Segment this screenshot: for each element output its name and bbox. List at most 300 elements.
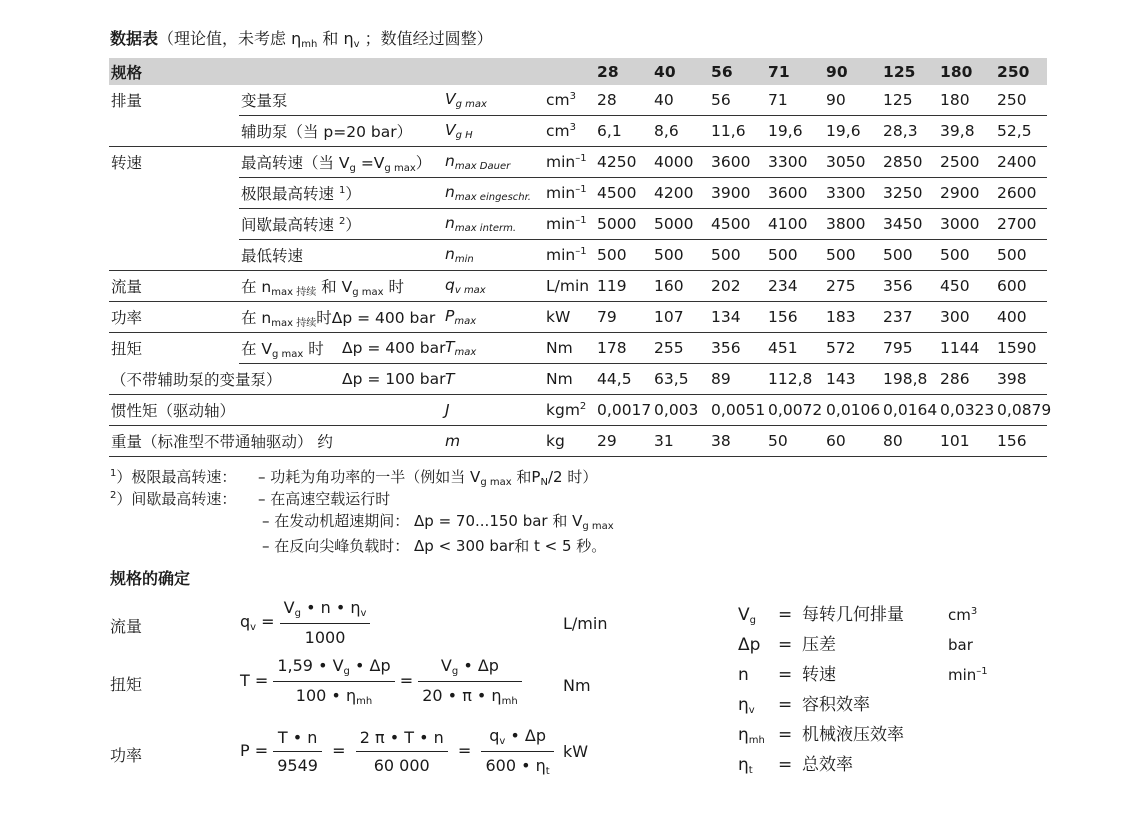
row-unit-cell — [544, 364, 595, 395]
row-unit-cell — [544, 395, 595, 426]
row-unit-cell — [544, 116, 595, 147]
item-text: 和 V — [316, 277, 353, 296]
row-unit-cell — [544, 85, 595, 116]
legend-unit — [948, 636, 973, 654]
frac-sub: v — [499, 736, 506, 747]
header-label: 规格 — [109, 58, 595, 85]
row-value: 500 — [824, 240, 881, 271]
row-value: 3050 — [824, 147, 881, 178]
item-text: 变量泵 — [241, 92, 288, 110]
table-body — [109, 85, 1052, 457]
sizing-title: 规格的确定 — [110, 569, 191, 588]
row-symbol: J — [445, 401, 450, 419]
row-value: 178 — [595, 333, 652, 364]
row-group: 排量 — [111, 92, 143, 111]
legend-desc: 每转几何排量 — [802, 605, 904, 625]
footnote-sub: g max — [480, 477, 512, 488]
row-value: 6,1 — [595, 116, 652, 147]
frac-text: 600 • η — [485, 756, 546, 775]
row-value: 107 — [652, 302, 709, 333]
footnote-2c — [110, 535, 614, 557]
row-value: 3800 — [824, 209, 881, 240]
frac-text: 20 • π • η — [422, 686, 502, 705]
row-value: 180 — [938, 85, 995, 116]
row-value: 112,8 — [766, 364, 824, 395]
title-sub: mh — [301, 39, 318, 50]
row-group: 转速 — [111, 154, 143, 173]
legend-desc: 容积效率 — [802, 695, 870, 715]
row-symbol: n — [445, 214, 455, 232]
row-symbol-cell — [443, 302, 544, 333]
row-value: 795 — [881, 333, 938, 364]
row-value: 4500 — [709, 209, 766, 240]
title-part: 和 η — [317, 29, 354, 48]
row-unit: cm — [546, 91, 570, 109]
row-symbol-cell — [443, 209, 544, 240]
frac-text: 1,59 • V — [277, 656, 344, 675]
row-unit-cell — [544, 271, 595, 302]
row-symbol-cell — [443, 271, 544, 302]
row-value: 275 — [824, 271, 881, 302]
row-value: 60 — [824, 426, 881, 457]
item-sub: g max — [352, 286, 384, 298]
legend-symbol — [738, 665, 778, 685]
data-table-wrap — [109, 58, 1052, 457]
row-value: 1590 — [995, 333, 1047, 364]
row-symbol: n — [445, 152, 455, 170]
row-symbol-sub: max interm. — [454, 223, 517, 234]
row-value: 50 — [766, 426, 824, 457]
row-unit: Nm — [546, 370, 573, 388]
row-group — [109, 240, 239, 271]
row-symbol-cell — [443, 85, 544, 116]
row-unit-cell — [544, 240, 595, 271]
row-group: 流量 — [109, 271, 239, 302]
row-value: 19,6 — [766, 116, 824, 147]
item-text: 最低转速 — [241, 247, 304, 265]
frac-den: 1000 — [304, 628, 346, 647]
header-size: 71 — [766, 58, 824, 85]
item-sub: max 持续 — [271, 286, 317, 298]
legend-eq: = — [778, 695, 793, 715]
row-value: 4000 — [652, 147, 709, 178]
row-symbol: T — [445, 370, 455, 388]
row-unit-cell — [544, 426, 595, 457]
row-value: 500 — [766, 240, 824, 271]
row-value: 101 — [938, 426, 995, 457]
row-unit-cell — [544, 333, 595, 364]
row-value: 450 — [938, 271, 995, 302]
footnote-text: – 在反向尖峰负载时： Δp < 300 bar和 t < 5 秒。 — [262, 537, 607, 555]
table-row — [109, 271, 1047, 302]
row-group — [109, 178, 239, 209]
table-row — [109, 333, 1047, 364]
torque-unit: Nm — [563, 676, 591, 695]
row-value: 79 — [595, 302, 652, 333]
row-unit: min — [546, 184, 576, 202]
row-value: 600 — [995, 271, 1047, 302]
row-value: 4200 — [652, 178, 709, 209]
row-group: 扭矩 — [111, 340, 143, 359]
item-text: 时 — [383, 277, 404, 296]
row-value: 0,0051 — [709, 395, 766, 426]
flow-label: 流量 — [110, 617, 143, 636]
symbol-legend — [738, 600, 988, 780]
legend-eq: = — [778, 755, 793, 775]
row-value: 89 — [709, 364, 766, 395]
row-value: 572 — [824, 333, 881, 364]
row-value: 156 — [995, 426, 1047, 457]
row-value: 451 — [766, 333, 824, 364]
eq-sign: = — [261, 612, 275, 631]
row-symbol-sub: g H — [455, 130, 473, 141]
row-value: 160 — [652, 271, 709, 302]
row-value: 3900 — [709, 178, 766, 209]
row-value: 134 — [709, 302, 766, 333]
item-text: 间歇最高转速 — [241, 216, 339, 234]
row-symbol-sub: v max — [454, 285, 486, 296]
row-value: 40 — [652, 85, 709, 116]
torque-fraction-1 — [273, 656, 394, 707]
row-value: 2600 — [995, 178, 1047, 209]
row-value: 28 — [595, 85, 652, 116]
frac-text: V — [440, 656, 452, 675]
row-value: 156 — [766, 302, 824, 333]
legend-sym: η — [738, 755, 749, 775]
flow-lhs-sub: v — [250, 622, 257, 633]
row-value: 3300 — [824, 178, 881, 209]
row-symbol-sub: max eingeschr. — [454, 192, 531, 203]
row-symbol-sub: max Dauer — [454, 161, 511, 172]
item-text: 最高转速（当 V — [241, 153, 350, 172]
frac-den: 60 000 — [373, 756, 430, 775]
legend-desc: 机械液压效率 — [802, 725, 904, 745]
row-value: 356 — [709, 333, 766, 364]
legend-row — [738, 600, 988, 630]
row-value: 38 — [709, 426, 766, 457]
row-value: 234 — [766, 271, 824, 302]
frac-sub: g — [451, 666, 459, 677]
legend-symbol — [738, 755, 778, 776]
row-value: 255 — [652, 333, 709, 364]
row-symbol-cell — [443, 116, 544, 147]
row-value: 500 — [595, 240, 652, 271]
footnote-mark: 2 — [110, 490, 117, 501]
row-value: 500 — [938, 240, 995, 271]
legend-unit-text: cm — [948, 606, 971, 624]
power-fraction-2 — [356, 728, 448, 775]
legend-unit — [948, 666, 988, 684]
row-symbol: T — [445, 338, 455, 356]
row-group: 惯性矩（驱动轴） — [109, 395, 443, 426]
row-value: 2500 — [938, 147, 995, 178]
row-value: 3600 — [766, 178, 824, 209]
item-text: 在 n — [241, 308, 272, 327]
row-group — [109, 116, 239, 147]
row-symbol-sub: min — [454, 254, 474, 265]
title-part: ；数值经过圆整） — [359, 29, 493, 48]
row-value: 28,3 — [881, 116, 938, 147]
item-text: 辅助泵（当 p=20 bar） — [241, 123, 413, 141]
row-group: 功率 — [109, 302, 239, 333]
row-symbol-cell — [443, 240, 544, 271]
row-symbol-cell — [443, 147, 544, 178]
row-value: 56 — [709, 85, 766, 116]
footnote-2b — [110, 510, 614, 532]
row-value: 2850 — [881, 147, 938, 178]
row-value: 0,0879 — [995, 395, 1047, 426]
row-unit-sup: –1 — [575, 246, 587, 257]
row-symbol: P — [445, 307, 455, 325]
item-text: ） — [345, 216, 361, 234]
row-item — [239, 178, 443, 209]
row-cond: Δp = 400 bar — [340, 333, 443, 364]
row-value: 11,6 — [709, 116, 766, 147]
row-cond: Δp = 100 bar — [340, 364, 443, 395]
table-header-row — [109, 58, 1047, 85]
table-row — [109, 364, 1047, 395]
footnote-text: – 功耗为角功率的一半（例如当 V — [258, 468, 481, 486]
item-text: 时Δp = 400 bar — [316, 308, 436, 327]
row-value: 250 — [995, 85, 1047, 116]
legend-unit-text: min — [948, 666, 977, 684]
row-value: 19,6 — [824, 116, 881, 147]
row-value: 2700 — [995, 209, 1047, 240]
row-value: 0,0017 — [595, 395, 652, 426]
footnote-text: – 在发动机超速期间： Δp = 70...150 bar 和 V — [262, 512, 583, 530]
row-unit-cell — [544, 302, 595, 333]
power-fraction-3 — [481, 726, 553, 777]
row-value: 286 — [938, 364, 995, 395]
footnotes — [110, 463, 614, 557]
footnote-text: 和P — [511, 468, 541, 486]
footnote-sub: g max — [582, 521, 614, 532]
frac-den: 9549 — [277, 756, 318, 775]
legend-eq: = — [778, 635, 793, 655]
item-text: 在 V — [241, 339, 273, 358]
torque-label: 扭矩 — [110, 675, 143, 694]
table-row — [109, 85, 1047, 116]
legend-desc: 总效率 — [802, 755, 853, 775]
row-value: 500 — [995, 240, 1047, 271]
row-value: 125 — [881, 85, 938, 116]
item-text: 极限最高转速 — [241, 185, 339, 203]
legend-sub: mh — [748, 735, 765, 746]
row-value: 0,003 — [652, 395, 709, 426]
row-value: 3450 — [881, 209, 938, 240]
eq-sign: = — [332, 741, 346, 760]
row-value: 8,6 — [652, 116, 709, 147]
footnote-text: /2 时） — [547, 468, 598, 486]
row-value: 5000 — [652, 209, 709, 240]
frac-sub: t — [545, 766, 550, 777]
row-symbol: V — [445, 90, 456, 108]
item-sup: 1 — [338, 185, 346, 196]
row-value: 1144 — [938, 333, 995, 364]
header-size: 90 — [824, 58, 881, 85]
row-unit-cell — [544, 178, 595, 209]
row-symbol: n — [445, 245, 455, 263]
header-size: 28 — [595, 58, 652, 85]
eq-sign: = — [399, 671, 414, 690]
row-symbol-sub: g max — [455, 99, 487, 110]
row-unit: min — [546, 215, 576, 233]
row-value: 237 — [881, 302, 938, 333]
row-group: （不带辅助泵的变量泵） — [109, 364, 340, 395]
row-value: 198,8 — [881, 364, 938, 395]
row-value: 3600 — [709, 147, 766, 178]
table-row — [109, 209, 1047, 240]
legend-unit-sup: –1 — [976, 666, 988, 677]
row-symbol-sub: max — [454, 347, 477, 358]
legend-symbol — [738, 725, 778, 746]
row-value: 300 — [938, 302, 995, 333]
table-row — [109, 302, 1047, 333]
row-value: 44,5 — [595, 364, 652, 395]
legend-sym: η — [738, 725, 749, 745]
row-value: 0,0323 — [938, 395, 995, 426]
row-unit: kW — [546, 308, 571, 326]
row-item — [239, 240, 443, 271]
row-value: 29 — [595, 426, 652, 457]
frac-text: V — [283, 598, 295, 617]
row-value: 90 — [824, 85, 881, 116]
legend-unit-text: bar — [948, 636, 973, 654]
torque-lhs: T = — [240, 671, 269, 690]
footnote-text: – 在高速空载运行时 — [258, 490, 391, 508]
row-value: 4250 — [595, 147, 652, 178]
table-row — [109, 147, 1047, 178]
legend-sub: g — [749, 615, 756, 626]
legend-row — [738, 750, 988, 780]
row-value: 398 — [995, 364, 1047, 395]
row-symbol-cell — [443, 178, 544, 209]
legend-desc: 压差 — [802, 635, 836, 655]
legend-sym: η — [738, 695, 749, 715]
row-item — [239, 209, 443, 240]
legend-row — [738, 630, 988, 660]
row-value: 5000 — [595, 209, 652, 240]
item-sub: max 持续 — [271, 317, 317, 329]
legend-desc: 转速 — [802, 665, 836, 685]
row-unit-sup: 3 — [569, 91, 576, 102]
title-part: （理论值，未考虑 η — [158, 29, 302, 48]
row-symbol: n — [445, 183, 455, 201]
row-symbol-cell — [443, 333, 544, 364]
row-unit: cm — [546, 122, 570, 140]
footnote-sub: N — [540, 477, 548, 488]
header-size: 180 — [938, 58, 995, 85]
row-value: 4500 — [595, 178, 652, 209]
footnote-label: ）间歇最高转速： — [116, 490, 237, 508]
legend-sym: n — [738, 665, 749, 685]
data-table — [109, 58, 1052, 457]
title-sub: v — [353, 39, 360, 50]
eq-sign: = — [457, 741, 472, 760]
legend-row — [738, 690, 988, 720]
header-size: 40 — [652, 58, 709, 85]
row-group — [109, 209, 239, 240]
row-unit: Nm — [546, 339, 573, 357]
frac-num: 2 π • T • n — [356, 728, 448, 752]
row-value: 0,0072 — [766, 395, 824, 426]
power-lhs: P = — [240, 741, 269, 760]
legend-symbol — [738, 635, 778, 655]
frac-sub: g — [343, 666, 350, 677]
row-value: 0,0164 — [881, 395, 938, 426]
header-size: 56 — [709, 58, 766, 85]
row-value: 500 — [709, 240, 766, 271]
row-unit-sup: –1 — [575, 215, 587, 226]
row-value: 0,0106 — [824, 395, 881, 426]
row-symbol: m — [445, 432, 461, 450]
torque-fraction-2 — [418, 656, 521, 707]
row-unit: L/min — [546, 277, 590, 295]
footnote-2 — [110, 485, 614, 507]
frac-num: T • n — [273, 728, 322, 752]
header-size: 250 — [995, 58, 1047, 85]
row-symbol: V — [445, 121, 456, 139]
row-item — [239, 302, 443, 333]
flow-unit: L/min — [563, 614, 608, 633]
flow-formula — [240, 598, 370, 647]
row-value: 2900 — [938, 178, 995, 209]
legend-sym: V — [738, 605, 750, 625]
row-value: 2400 — [995, 147, 1047, 178]
row-value: 143 — [824, 364, 881, 395]
item-text: ） — [345, 185, 361, 203]
item-text: ） — [415, 153, 432, 172]
frac-text: • Δp — [505, 726, 546, 745]
item-sub: g max — [272, 348, 304, 360]
legend-eq: = — [778, 665, 793, 685]
row-value: 63,5 — [652, 364, 709, 395]
row-value: 3000 — [938, 209, 995, 240]
row-item — [239, 85, 443, 116]
item-text: =V — [355, 153, 385, 172]
row-item — [239, 333, 340, 364]
row-unit-cell — [544, 147, 595, 178]
title-bold: 数据表 — [110, 29, 159, 48]
row-value: 31 — [652, 426, 709, 457]
row-value: 3250 — [881, 178, 938, 209]
legend-sub: t — [748, 765, 753, 776]
row-value: 202 — [709, 271, 766, 302]
item-sub: g max — [384, 162, 416, 174]
frac-sub: mh — [501, 696, 518, 707]
footnote-1 — [110, 463, 614, 488]
row-value: 52,5 — [995, 116, 1047, 147]
row-item — [239, 116, 443, 147]
footnote-mark: 1 — [110, 468, 117, 479]
frac-sub: g — [294, 608, 301, 619]
legend-row — [738, 660, 988, 690]
power-label: 功率 — [110, 746, 143, 765]
row-value: 400 — [995, 302, 1047, 333]
flow-lhs: q — [240, 612, 251, 631]
row-unit-sup: –1 — [575, 153, 587, 164]
row-unit: min — [546, 153, 576, 171]
row-value: 71 — [766, 85, 824, 116]
row-symbol-cell — [443, 426, 544, 457]
row-value: 4100 — [766, 209, 824, 240]
table-row — [109, 395, 1047, 426]
table-row — [109, 116, 1047, 147]
legend-sym: Δp — [738, 635, 761, 655]
item-sub: g — [349, 162, 356, 174]
row-unit-cell — [544, 209, 595, 240]
legend-symbol — [738, 605, 778, 626]
